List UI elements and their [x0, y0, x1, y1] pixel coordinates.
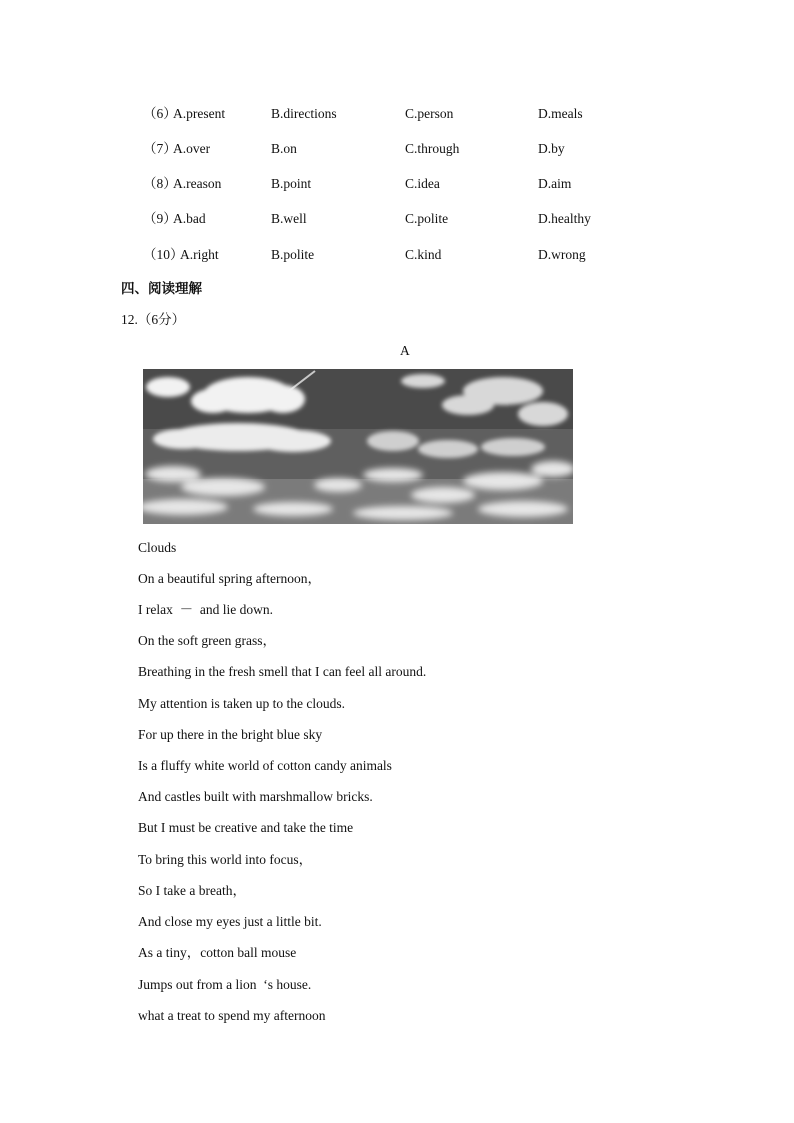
poem-line: I relax － and lie down.: [138, 602, 273, 617]
question-label: 12.（6分）: [121, 312, 186, 327]
option-row-6: [0, 104, 794, 124]
poem-line: To bring this world into focus，: [138, 852, 313, 867]
option-a: A.over: [173, 141, 211, 156]
option-c: C.polite: [405, 211, 449, 226]
option-c: C.person: [405, 106, 454, 121]
poem-line: For up there in the bright blue sky: [138, 727, 323, 742]
clouds-photo: [143, 369, 573, 524]
option-d: D.meals: [538, 106, 583, 121]
poem-line: On the soft green grass，: [138, 633, 276, 648]
option-d: D.healthy: [538, 211, 591, 226]
option-b: B.directions: [271, 106, 337, 121]
clouds-illustration: [143, 369, 573, 524]
question-number: （9）: [143, 211, 177, 226]
option-b: B.well: [271, 211, 307, 226]
option-a: A.bad: [173, 211, 206, 226]
passage-label: A: [400, 343, 410, 358]
poem-line: Is a fluffy white world of cotton candy animals: [138, 758, 392, 773]
poem-line: On a beautiful spring afternoon，: [138, 571, 321, 586]
option-d: D.wrong: [538, 247, 586, 262]
question-number: （10）: [143, 247, 184, 262]
poem-line: As a tiny，cotton ball mouse: [138, 945, 297, 960]
option-b: B.on: [271, 141, 297, 156]
option-c: C.idea: [405, 176, 440, 191]
option-c: C.through: [405, 141, 460, 156]
poem-line: My attention is taken up to the clouds.: [138, 696, 345, 711]
option-a: A.reason: [173, 176, 222, 191]
option-a: A.right: [180, 247, 219, 262]
poem-line: what a treat to spend my afternoon: [138, 1008, 326, 1023]
option-d: D.by: [538, 141, 565, 156]
poem-line: Jumps out from a lion ‘s house.: [138, 977, 312, 992]
poem-line: And castles built with marshmallow bricks.: [138, 789, 373, 804]
option-a: A.present: [173, 106, 226, 121]
option-row-9: [0, 209, 794, 229]
option-row-8: [0, 174, 794, 194]
option-row-10: [0, 245, 794, 265]
question-number: （6）: [143, 106, 177, 121]
question-number: （8）: [143, 176, 177, 191]
option-b: B.polite: [271, 247, 315, 262]
question-number: （7）: [143, 141, 177, 156]
option-c: C.kind: [405, 247, 442, 262]
poem-title: Clouds: [138, 540, 177, 555]
option-b: B.point: [271, 176, 312, 191]
poem-line: And close my eyes just a little bit.: [138, 914, 322, 929]
option-d: D.aim: [538, 176, 572, 191]
poem-line: But I must be creative and take the time: [138, 820, 354, 835]
poem-line: So I take a breath，: [138, 883, 246, 898]
poem-line: Breathing in the fresh smell that I can feel all around.: [138, 664, 427, 679]
option-row-7: [0, 139, 794, 159]
section-heading: 四、阅读理解: [121, 281, 202, 297]
